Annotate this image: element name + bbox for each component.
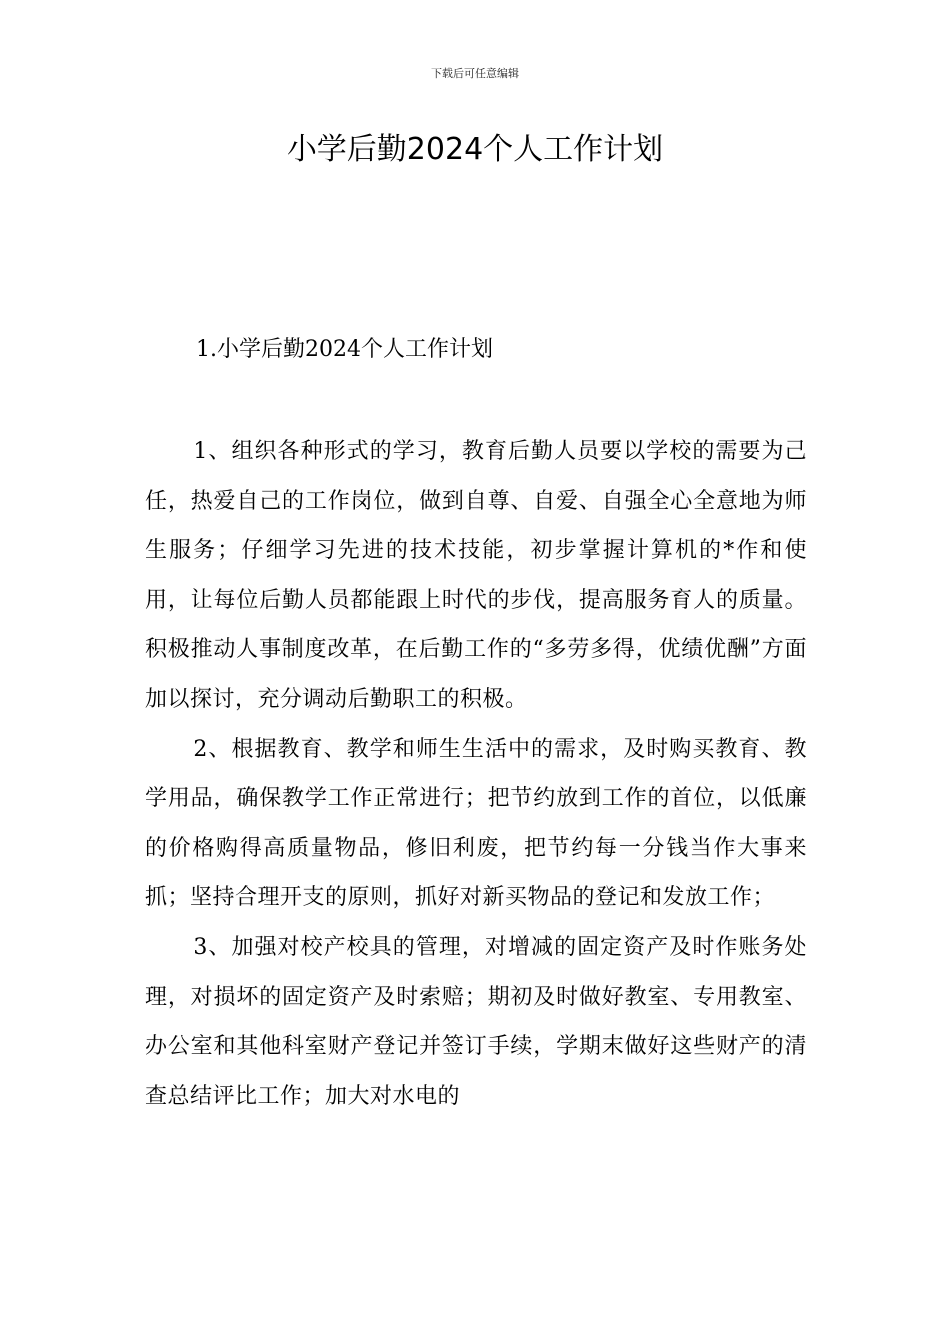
header-note: 下载后可任意编辑 xyxy=(431,67,519,80)
body-text xyxy=(145,427,807,1121)
document-title: 小学后勤2024个人工作计划 xyxy=(286,132,664,167)
paragraph-3: 3、加强对校产校具的管理，对增减的固定资产及时作账务处理，对损坏的固定资产及时索赔；期初及时做好教室、专用教室、办公室和其他科室财产登记并签订手续，学期末做好这些财产的清查总结评比工作；加大对水电的 xyxy=(145,934,807,1109)
section-heading: 1.小学后勤2024个人工作计划 xyxy=(196,337,493,362)
paragraph-1: 1、组织各种形式的学习，教育后勤人员要以学校的需要为己任，热爱自己的工作岗位，做到自尊、自爱、自强全心全意地为师生服务；仔细学习先进的技术技能，初步掌握计算机的*作和使用，让每位后勤人员都能跟上时代的步伐，提高服务育人的质量。积极推动人事制度改革，在后勤工作的“多劳多得，优绩优酬”方面加以探讨，充分调动后勤职工的积极。 xyxy=(145,439,807,712)
paragraph-2: 2、根据教育、教学和师生生活中的需求，及时购买教育、教学用品，确保教学工作正常进行；把节约放到工作的首位，以低廉的价格购得高质量物品，修旧利废，把节约每一分钱当作大事来抓；坚持合理开支的原则，抓好对新买物品的登记和发放工作； xyxy=(145,736,807,911)
